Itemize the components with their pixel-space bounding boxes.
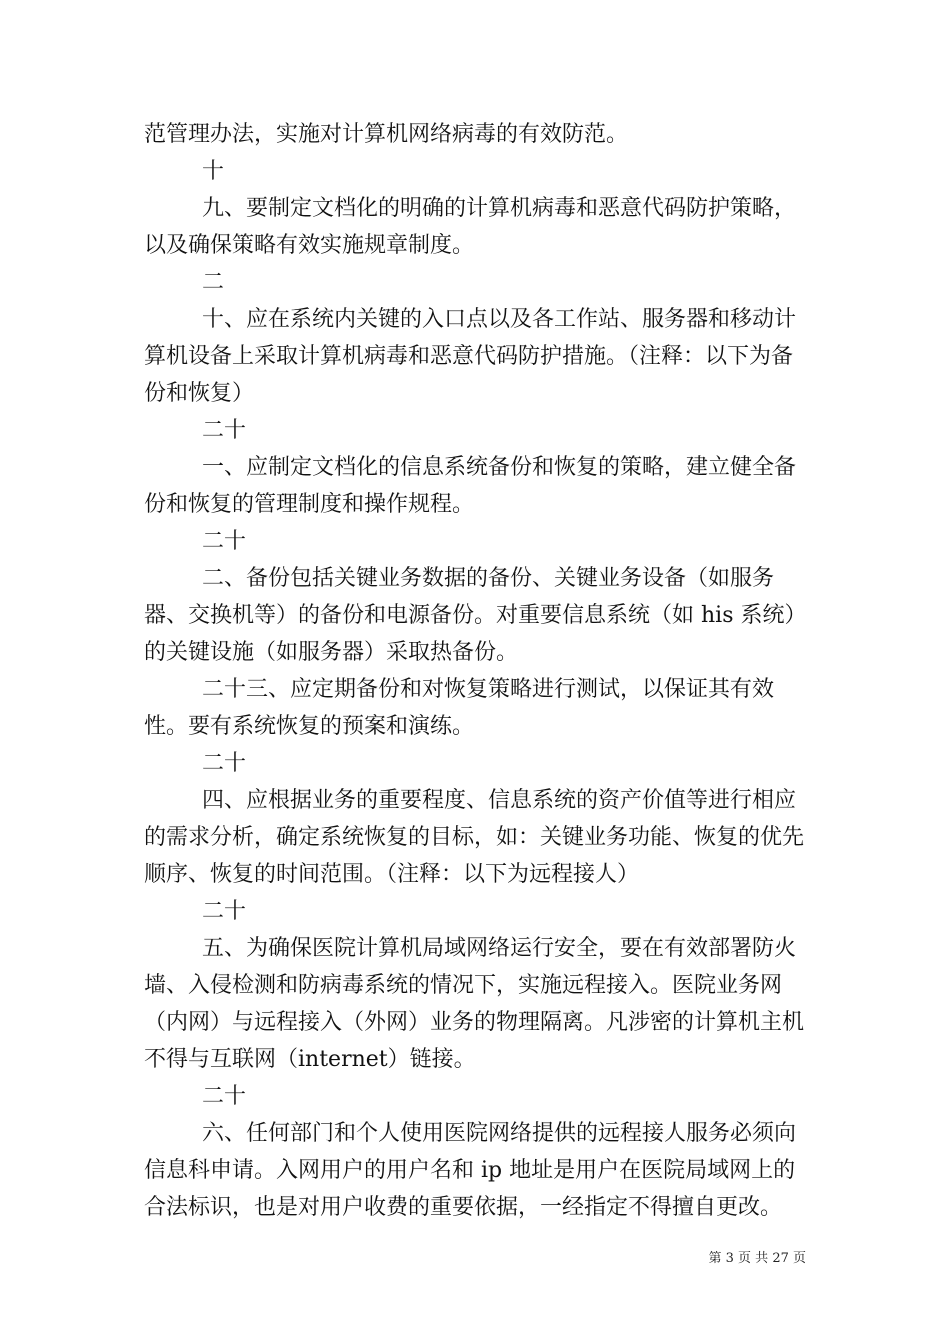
paragraph-item-20: 十、应在系统内关键的入口点以及各工作站、服务器和移动计算机设备上采取计算机病毒和恶意代码防护措施。（注释：以下为备份和恢复） [144,307,797,406]
page-number: 第 3 页 共 27 页 [708,1251,806,1266]
paragraph-number-fragment: 二十 [202,418,247,443]
paragraph-item-19: 九、要制定文档化的明确的计算机病毒和恶意代码防护策略，以及确保策略有效实施规章制度。 [144,196,797,258]
paragraph-item-22: 二、备份包括关键业务数据的备份、关键业务设备（如服务器、交换机等）的备份和电源备份。对重要信息系统（如 his 系统）的关键设施（如服务器）采取热备份。 [144,566,807,665]
paragraph-number-fragment: 二十 [202,1084,247,1109]
paragraph-continuation: 范管理办法，实施对计算机网络病毒的有效防范。 [144,122,629,147]
paragraph-number-fragment: 二十 [202,529,247,554]
paragraph-item-23: 二十三、应定期备份和对恢复策略进行测试，以保证其有效性。要有系统恢复的预案和演练。 [144,677,775,739]
paragraph-number-fragment: 十 [202,159,225,184]
paragraph-number-fragment: 二 [202,270,225,295]
paragraph-item-24: 四、应根据业务的重要程度、信息系统的资产价值等进行相应的需求分析，确定系统恢复的目标，如：关键业务功能、恢复的优先顺序、恢复的时间范围。（注释：以下为远程接人） [144,788,805,887]
paragraph-item-25: 五、为确保医院计算机局域网络运行安全，要在有效部署防火墙、入侵检测和防病毒系统的情况下，实施远程接入。医院业务网（内网）与远程接入（外网）业务的物理隔离。凡涉密的计算机主机不得与互联网（internet）链接。 [144,936,805,1072]
paragraph-number-fragment: 二十 [202,899,247,924]
paragraph-item-26: 六、任何部门和个人使用医院网络提供的远程接人服务必须向信息科申请。入网用户的用户名和 ip 地址是用户在医院局域网上的合法标识，也是对用户收费的重要依据，一经指定不得擅自更改。 [144,1121,797,1220]
document-body [144,116,808,1226]
paragraph-item-21: 一、应制定文档化的信息系统备份和恢复的策略，建立健全备份和恢复的管理制度和操作规程。 [144,455,797,517]
paragraph-number-fragment: 二十 [202,751,247,776]
